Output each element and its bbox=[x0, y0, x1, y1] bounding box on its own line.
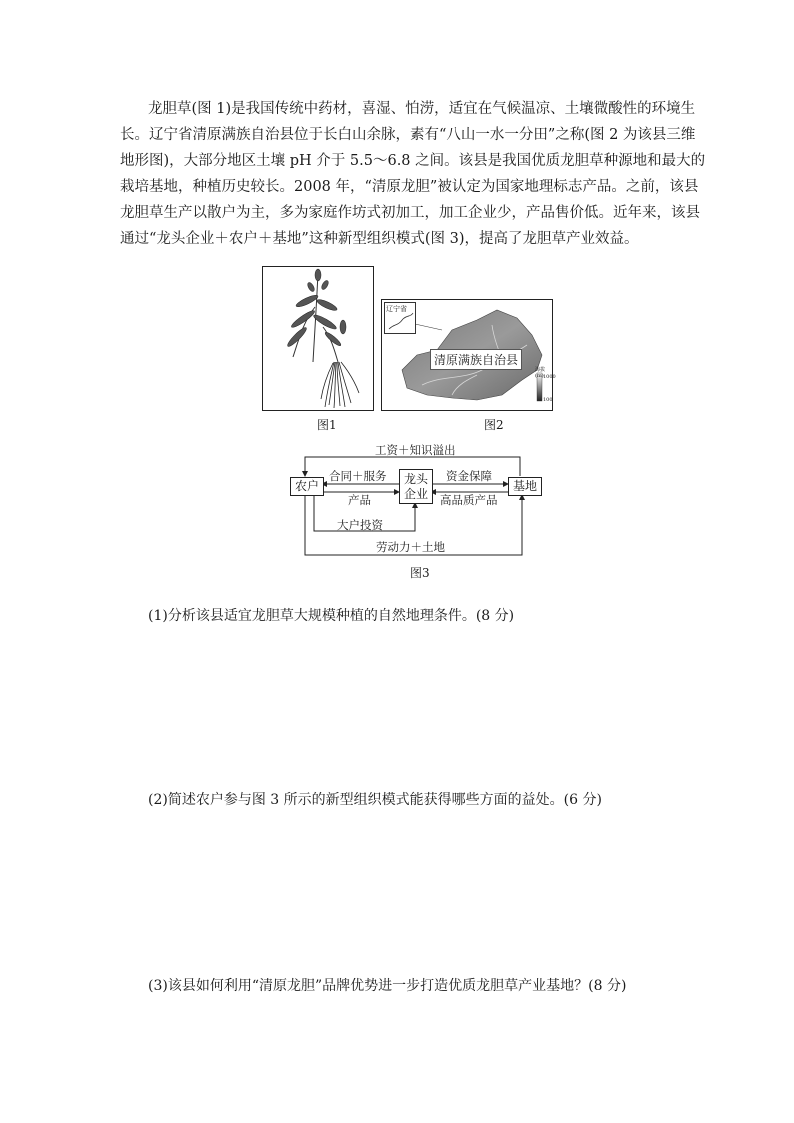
figure-3-caption: 图3 bbox=[410, 566, 430, 580]
node-enterprise-label: 龙头企业 bbox=[403, 471, 428, 501]
passage-line: 龙胆草(图 1)是我国传统中药材，喜湿、怕涝，适宜在气候温凉、土壤微酸性的环境生 bbox=[148, 101, 696, 117]
question-2: (2)简述农户参与图 3 所示的新型组织模式能获得哪些方面的益处。(6 分) bbox=[148, 792, 602, 808]
label-investment: 大户投资 bbox=[337, 518, 383, 532]
inset-province-outline bbox=[385, 303, 415, 333]
question-3: (3)该县如何利用“清原龙胆”品牌优势进一步打造优质龙胆草产业基地？(8 分) bbox=[148, 978, 627, 994]
label-wage-knowledge: 工资＋知识溢出 bbox=[375, 443, 456, 457]
label-labor-land: 劳动力＋土地 bbox=[376, 540, 445, 554]
county-name-label: 清原满族自治县 bbox=[430, 349, 522, 370]
passage-line: 栽培基地，种植历史较长。2008 年，“清原龙胆”被认定为国家地理标志产品。之前，该县 bbox=[120, 179, 699, 195]
label-hq-product: 高品质产品 bbox=[440, 493, 498, 507]
node-base: 基地 bbox=[508, 477, 542, 496]
legend-low-value: 100 bbox=[543, 397, 553, 403]
legend-high-value: 1000 bbox=[543, 374, 556, 380]
figure-1-caption: 图1 bbox=[317, 418, 337, 432]
label-capital: 资金保障 bbox=[446, 469, 492, 483]
intro-passage bbox=[120, 96, 706, 252]
passage-line: 通过“龙头企业＋农户＋基地”这种新型组织模式(图 3)，提高了龙胆草产业效益。 bbox=[120, 231, 639, 247]
label-contract-service: 合同＋服务 bbox=[329, 469, 387, 483]
node-farmer: 农户 bbox=[290, 477, 324, 496]
passage-line: 长。辽宁省清原满族自治县位于长白山余脉，素有“八山一水一分田”之称(图 2 为该县三维 bbox=[120, 127, 696, 143]
figure-2-map bbox=[381, 299, 556, 411]
figure-1-plant bbox=[262, 266, 374, 411]
legend-title: 海拔(m) bbox=[535, 367, 546, 379]
passage-line: 龙胆草生产以散户为主，多为家庭作坊式初加工，加工企业少，产品售价低。近年来，该县 bbox=[120, 205, 700, 221]
passage-line: 地形图)，大部分地区土壤 pH 介于 5.5～6.8 之间。该县是我国优质龙胆草种源地和最大的 bbox=[120, 153, 706, 169]
inset-liaoning-label: 辽宁省 bbox=[386, 305, 407, 313]
inset-liaoning-box bbox=[384, 302, 416, 334]
label-product: 产品 bbox=[348, 493, 371, 507]
question-1: (1)分析该县适宜龙胆草大规模种植的自然地理条件。(8 分) bbox=[148, 608, 515, 624]
figure-2-caption: 图2 bbox=[484, 418, 504, 432]
node-enterprise bbox=[399, 469, 433, 504]
gentian-plant-illustration bbox=[263, 267, 373, 410]
